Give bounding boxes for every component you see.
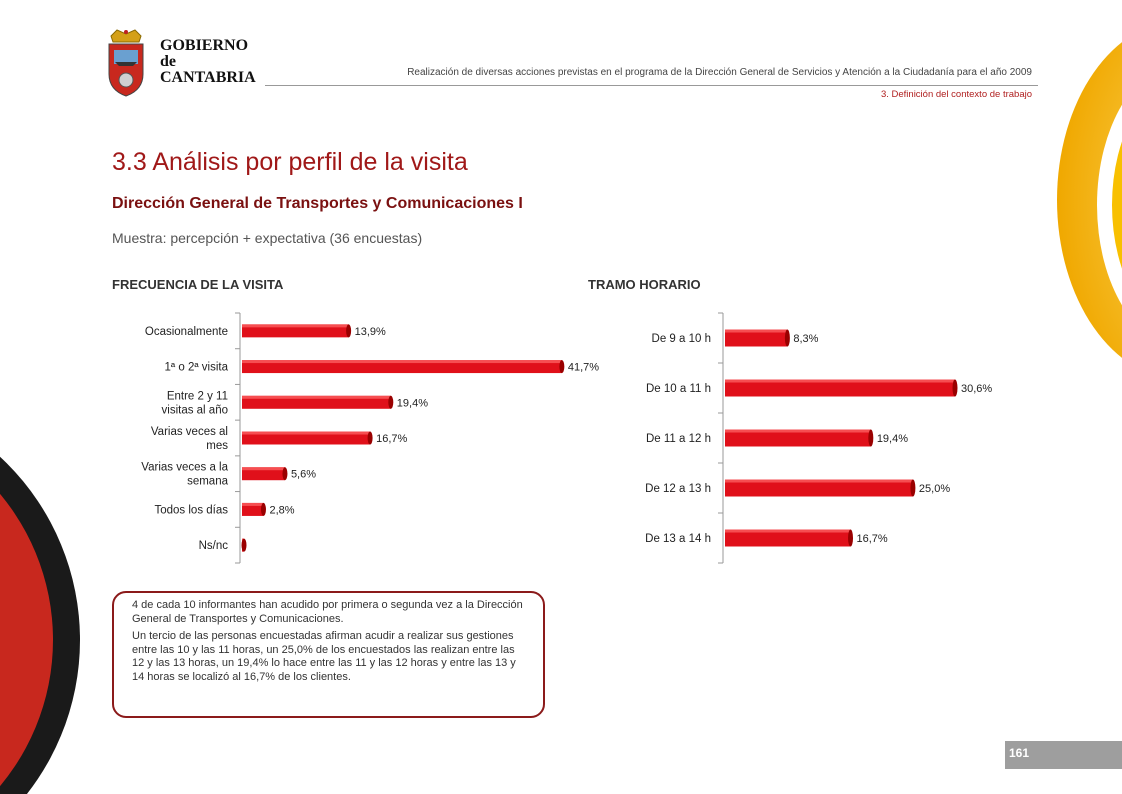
category-label (165, 362, 229, 374)
bar-end-cap (242, 539, 247, 552)
category-label (162, 390, 228, 416)
value-label: 19,4% (396, 397, 429, 410)
coat-of-arms-icon (105, 28, 147, 98)
document-title: Realización de diversas acciones previstas en el programa de la Dirección General de Servicios y Atención a la Ciudadanía para el año 2009 (407, 67, 1032, 78)
bar-highlight (242, 324, 349, 327)
header-divider (265, 85, 1038, 86)
category-label-line: De 11 a 12 h (645, 433, 711, 445)
bar-highlight (725, 330, 787, 333)
logo-wordmark (160, 38, 256, 86)
category-label-line: semana (187, 475, 228, 488)
category-label-line: De 9 a 10 h (651, 333, 711, 345)
logo-line-2: de (160, 53, 176, 70)
note-paragraph-1: 4 de cada 10 informantes han acudido por primera o segunda vez a la Dirección General de Transportes y Comunicaciones. (132, 599, 523, 625)
logo-line-3: CANTABRIA (160, 69, 256, 86)
category-label (154, 504, 228, 516)
chart-frecuencia-visita (112, 305, 600, 570)
category-label-line: De 13 a 14 h (645, 533, 711, 545)
page-subtitle: Dirección General de Transportes y Comunicaciones I (112, 195, 523, 212)
decorative-ring-left (0, 0, 120, 794)
category-label (646, 383, 711, 395)
category-label (145, 326, 228, 338)
bar-end-cap (346, 324, 351, 337)
value-label: 19,4% (876, 433, 909, 445)
category-label (151, 426, 228, 452)
category-label (141, 462, 228, 488)
logo-line-1: GOBIERNO (160, 37, 249, 54)
chart-title-frecuencia: FRECUENCIA DE LA VISITA (112, 277, 284, 292)
sample-description: Muestra: percepción + expectativa (36 encuestas) (112, 230, 423, 246)
bar-highlight (242, 467, 285, 470)
value-label: 16,7% (856, 533, 888, 545)
category-label-line: Entre 2 y 11 (166, 390, 228, 403)
category-label-line: mes (206, 440, 228, 452)
bar-end-cap (953, 380, 958, 397)
category-label (646, 433, 711, 445)
page-number: 161 (1009, 746, 1030, 760)
category-label-line: visitas al año (161, 404, 228, 417)
category-label-line: Varias veces a la (141, 461, 228, 474)
value-label: 25,0% (918, 483, 951, 495)
note-paragraph-2: Un tercio de las personas encuestadas afirman acudir a realizar sus gestiones entre las 10 y las 11 horas, un 25,0% de los encuestados las realizan entre las 12 y las 13 horas, un 19,4% lo hace entre las 11 y las 12 horas y entre las 13 y 14 horas se localizó al 16,7% de los clientes. (132, 630, 516, 683)
value-label: 30,6% (961, 383, 993, 395)
category-label-line: Varias veces al (150, 426, 228, 438)
bar-highlight (725, 530, 851, 533)
value-label: 16,7% (376, 433, 408, 445)
bar-highlight (242, 503, 263, 506)
category-label-line: 1ª o 2ª visita (164, 361, 228, 374)
category-label (652, 333, 711, 345)
category-label-line: Ns/nc (198, 540, 228, 553)
bar-end-cap (868, 430, 873, 447)
bar-end-cap (388, 396, 393, 409)
bar-highlight (242, 396, 391, 399)
gobierno-cantabria-logo (105, 28, 255, 98)
bar-end-cap (848, 530, 853, 547)
bar-highlight (725, 480, 913, 483)
category-label (199, 540, 229, 552)
bar-end-cap (368, 432, 373, 445)
category-label-line: De 10 a 11 h (645, 383, 711, 395)
category-label-line: Todos los días (154, 504, 228, 517)
bar-highlight (242, 360, 562, 363)
value-label: 13,9% (354, 325, 386, 338)
category-label-line: De 12 a 13 h (645, 483, 711, 495)
bar-highlight (725, 430, 871, 433)
bar-highlight (725, 380, 955, 383)
bar-end-cap (910, 480, 915, 497)
value-label: 41,7% (567, 361, 600, 374)
category-label (645, 533, 711, 545)
value-label: 5,6% (290, 468, 317, 481)
chart-tramo-horario (588, 305, 1018, 570)
section-label: 3. Definición del contexto de trabajo (880, 89, 1032, 100)
chart-title-tramo: TRAMO HORARIO (588, 277, 701, 292)
bar-end-cap (785, 330, 790, 347)
category-label-line: Ocasionalmente (144, 325, 228, 338)
summary-note (112, 591, 545, 718)
page-title: 3.3 Análisis por perfil de la visita (112, 148, 468, 176)
bar-end-cap (282, 467, 287, 480)
bar-highlight (242, 432, 370, 435)
value-label: 2,8% (269, 504, 295, 517)
bar-end-cap (261, 503, 266, 516)
value-label: 8,3% (793, 333, 819, 345)
category-label (645, 483, 711, 495)
decorative-ring-right (1032, 0, 1122, 420)
bar-end-cap (559, 360, 564, 373)
